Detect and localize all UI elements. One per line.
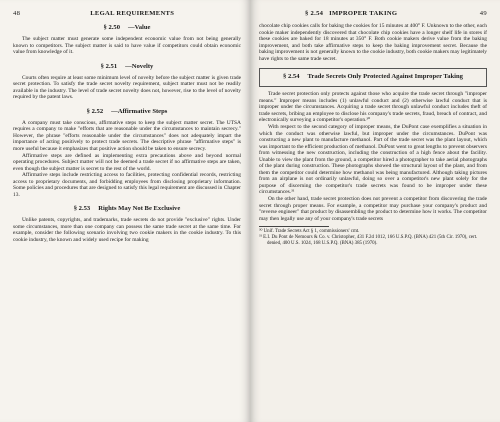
section-paragraph: With respect to the second category of improper means, the DuPont case exemplifies a situation in which the conduct was otherwise lawful, but improper under the circumstances. DuPont was constructing a new plant to manufacture methanol. Part of the trade secret was the plant layout, which was important to the efficient production of methanol. DuPont went to great lengths to prevent observers from witnessing the new construction, including the construction of a high fence about the facility. Unable to view the plant from the ground, a competitor hired a photographer to take aerial photographs of the plant during construction. These photographs showed the structural layout of the plant, and from them the competitor could determine how methanol was being manufactured. Although taking pictures from an airplane is not ordinarily unlawful, doing so over a competitor's new plant solely for the purpose of discerning the competitor's trade secrets was found to be improper under these circumstances.³¹ <box>259 124 487 196</box>
right-page <box>250 0 500 422</box>
footnote-rule <box>259 226 329 227</box>
section-paragraph: A company must take conscious, affirmative steps to keep the subject matter secret. The UTSA requires a company to make "efforts that are reasonable under the circumstances to maintain secrecy." However, the phrase "efforts reasonable under the circumstances" does not adequately impart the importance of acting positively to protect trade secrets. The descriptive phrase "affirmative steps" is more useful because it emphasizes that positive action should be taken to ensure secrecy. <box>13 119 241 153</box>
right-running-head-title <box>259 10 480 17</box>
left-page-number: 48 <box>13 10 21 17</box>
boxed-section-heading <box>259 68 487 87</box>
section-heading-2-54 <box>266 73 480 81</box>
section-heading-2-51 <box>13 63 241 70</box>
running-head-section: § 2.54 <box>305 10 324 17</box>
section-paragraph: Trade secret protection only protects against those who acquire the trade secret through "improper means." Improper means includes (1) unlawful conduct and (2) otherwise lawful conduct that is improper under the circumstances. Acquiring a trade secret through unlawful conduct includes theft of trade secrets, bribing an employee to disclose his company's trade secrets, fraud, breach of contract, and electronically surveying a competitor's operation.³⁰ <box>259 91 487 124</box>
section-paragraph: Affirmative steps include restricting access to facilities, protecting confidential records, restricting access to proprietary documents, and forbidding employees from disclosing proprietary information. Some policies and procedures that are designed to satisfy this legal requirement are discussed in Chapter 13. <box>13 172 241 198</box>
section-heading-2-53 <box>13 205 241 212</box>
section-paragraph: Affirmative steps are defined as implementing extra precautions above and beyond normal operating procedures. Subject matter will not be deemed a trade secret if no affirmative steps are taken, even though the subject matter is secret to the rest of the world. <box>13 152 241 172</box>
section-number: § 2.50 <box>103 24 120 31</box>
section-paragraph: On the other hand, trade secret protection does not prevent a competitor from discovering the trade secret through proper means. For example, a competitor may purchase your company's product and "reverse engineer" that product by disassembling the product to determine how it works. The competitor may then legally use any of your company's trade secrets <box>259 196 487 222</box>
section-number: § 2.51 <box>100 62 118 70</box>
left-running-head-title: LEGAL REQUIREMENTS <box>90 10 175 17</box>
section-title: —Novelty <box>125 62 154 70</box>
section-number: § 2.54 <box>283 73 300 81</box>
section-heading-2-50 <box>13 24 241 31</box>
right-running-head <box>259 10 487 17</box>
section-heading-2-52 <box>13 108 241 115</box>
intro-paragraph: chocolate chip cookies calls for baking the cookies for 15 minutes at 400° F. Unknown to the other, each cookie maker independently discovered that chocolate chip cookies have a longer shelf life in stores if these cookies are baked for 18 minutes at 350° F. Both cookie makers derive value from the baking improvement, and both take affirmative steps to keep the baking improvement secret. Because the baking improvement is not generally known to the cookie industry, both cookie makers may legitimately have rights to the same trade secret. <box>259 23 487 62</box>
section-title: —Affirmative Steps <box>111 107 168 115</box>
section-title: Rights May Not Be Exclusive <box>98 205 181 213</box>
section-number: § 2.53 <box>73 205 91 213</box>
section-paragraph: The subject matter must generate some independent economic value from not being generally known to competitors. The subject matter is said to have value if competitors could obtain economic value from knowledge of it. <box>13 36 241 56</box>
section-number: § 2.52 <box>86 107 104 115</box>
left-running-head <box>13 10 241 17</box>
running-head-text: IMPROPER TAKING <box>329 10 398 17</box>
section-paragraph: Courts often require at least some minimum level of novelty before the subject matter is given trade secret protection. To satisfy the trade secret novelty requirement, subject matter must not be readily available in the industry. The level of trade secret novelty does not, however, rise to the level of novelty required by the patent laws. <box>13 74 241 101</box>
footnote: ³¹ E.I. Du Pont de Nemours & Co. v. Christopher, 431 F.2d 1012, 166 U.S.P.Q. (BNA) 421 (5th Cir. 1970), cert. denied, 400 U.S. 1024, 168 U.S.P.Q. (BNA) 385 (1970). <box>259 235 478 246</box>
right-page-number: 49 <box>479 10 487 17</box>
section-title: —Value <box>128 24 151 31</box>
section-title: Trade Secrets Only Protected Against Improper Taking <box>307 73 463 81</box>
section-paragraph: Unlike patents, copyrights, and trademarks, trade secrets do not provide "exclusive" rights. Under some circumstances, more than one company can possess the same trade secret at the same time. For example, consider the following scenario involving two cookie makers in the cookie industry. To this cookie industry, the known and widely used recipe for making <box>13 217 241 244</box>
footnote: ³⁰ Unif. Trade Secrets Act § 1, commissioners' cmt. <box>259 229 360 235</box>
